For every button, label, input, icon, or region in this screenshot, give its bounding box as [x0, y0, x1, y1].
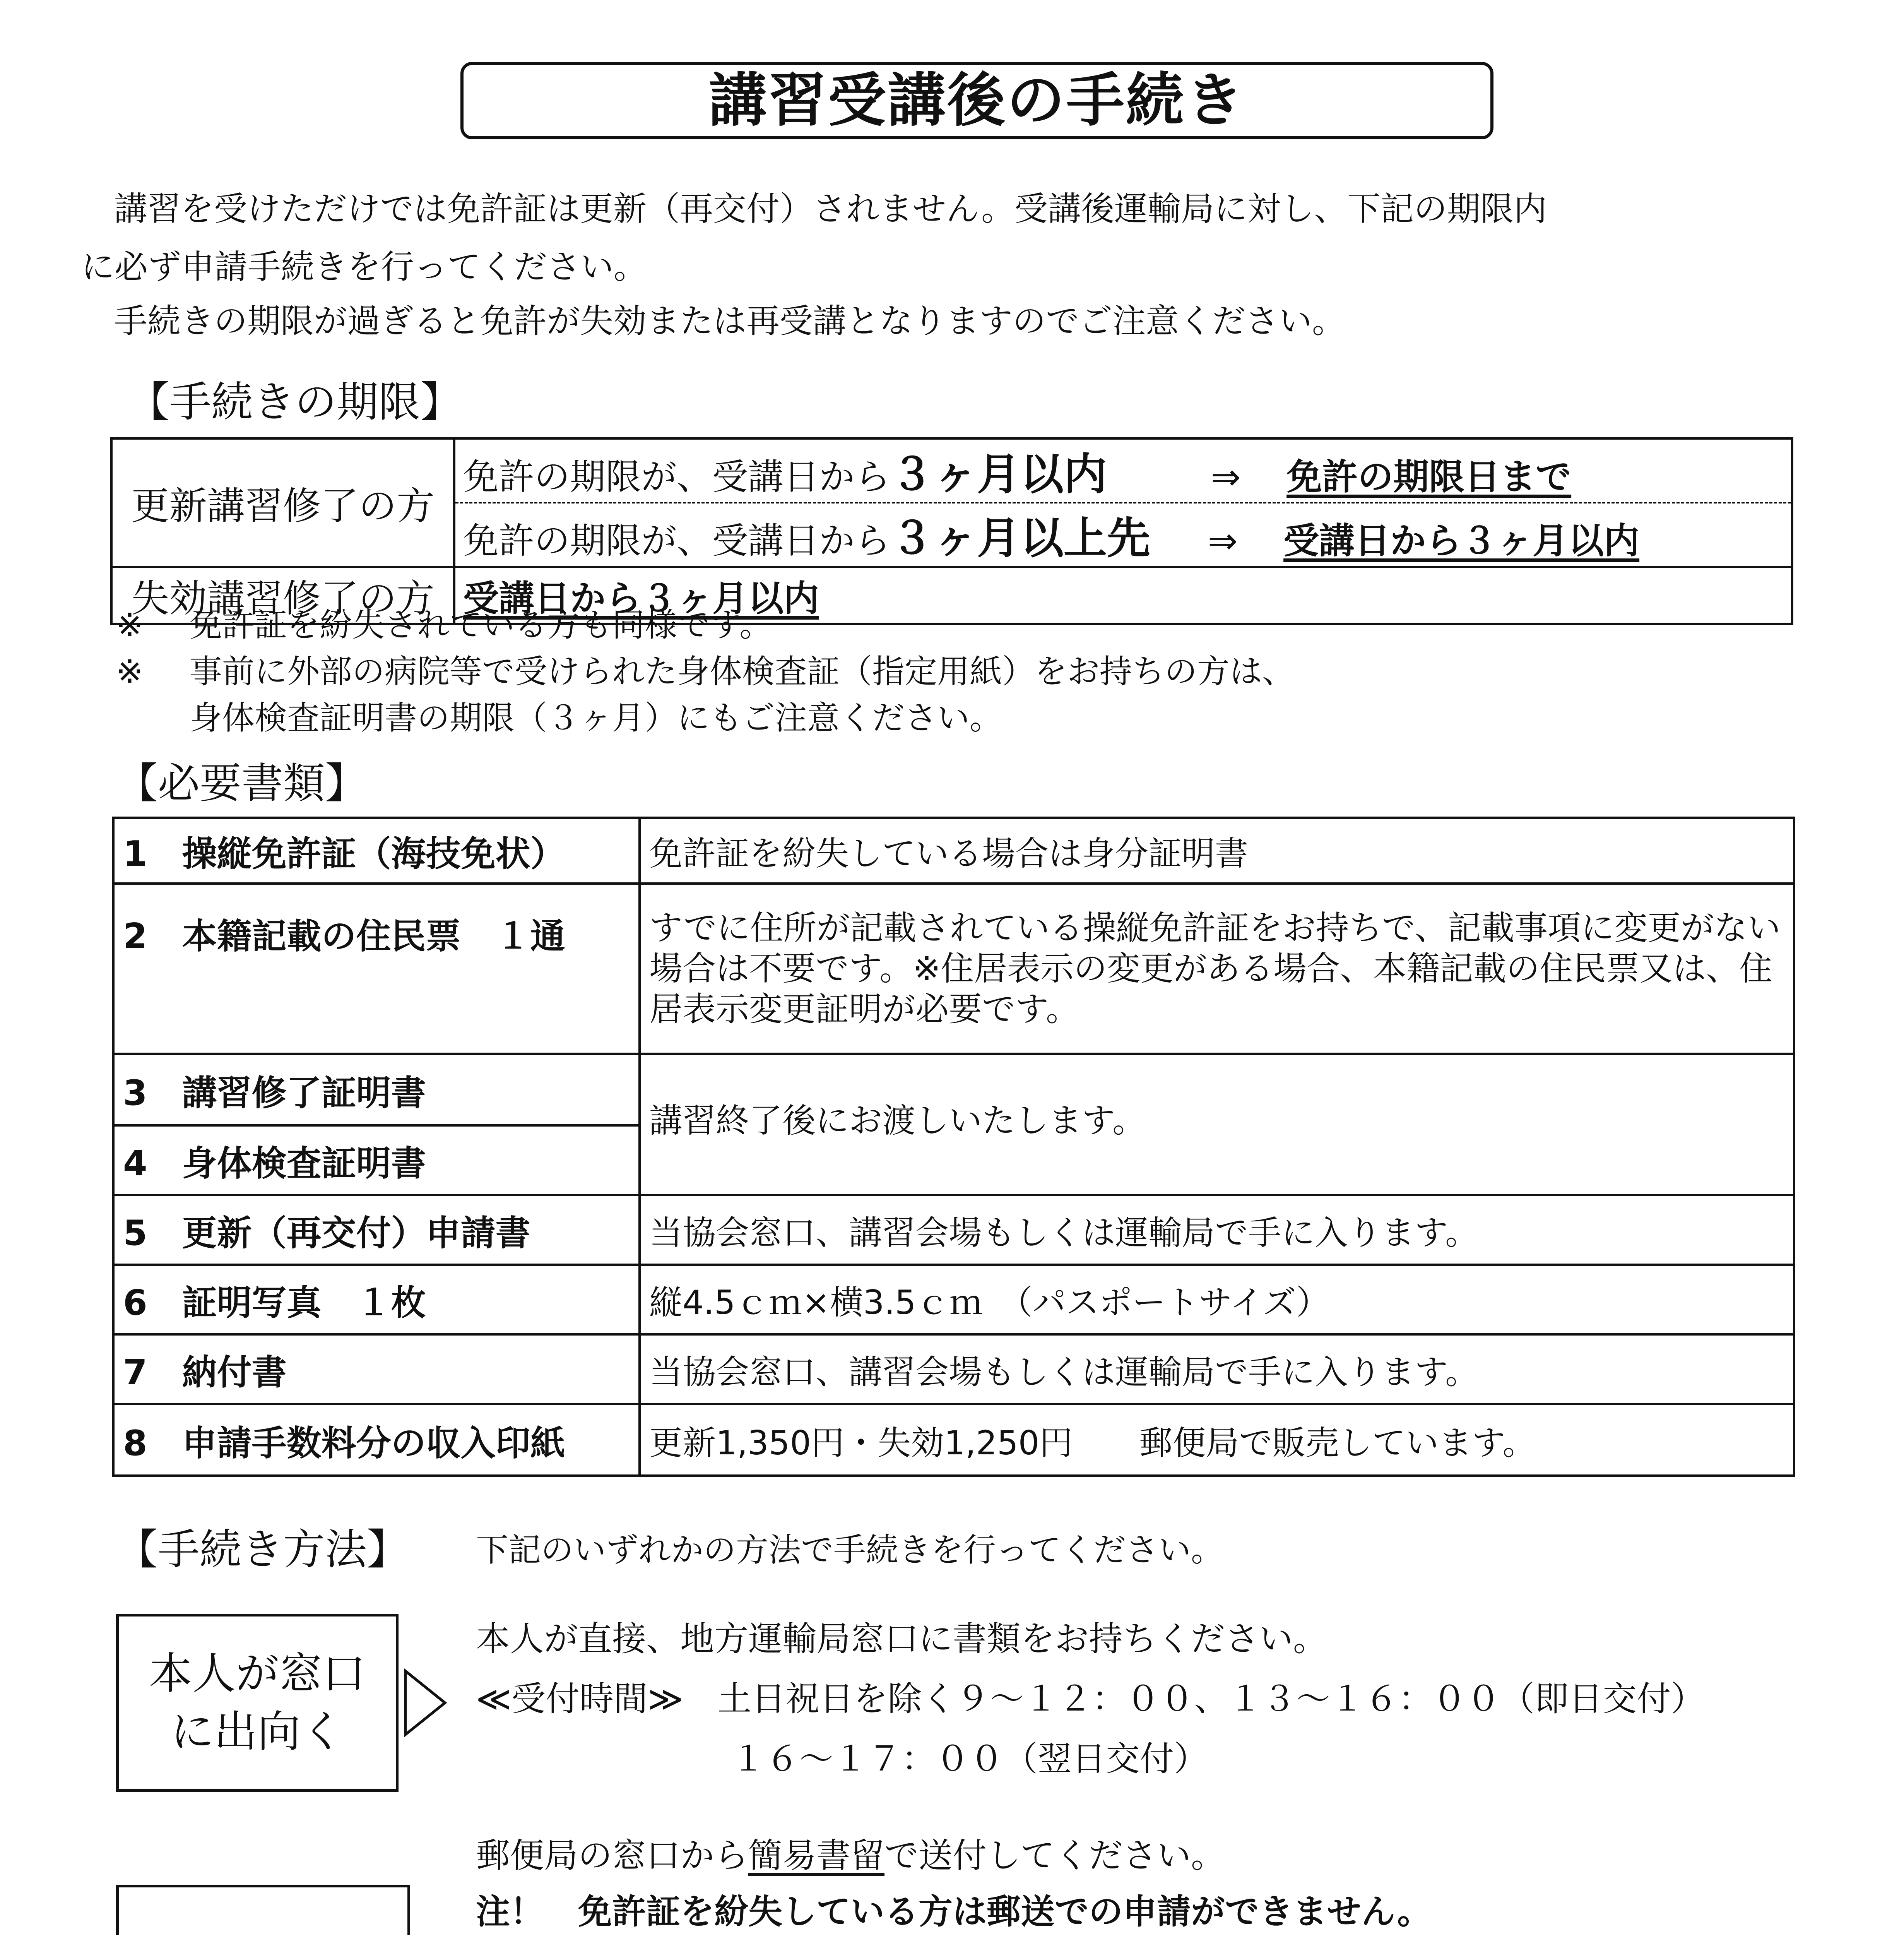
note-2: 事前に外部の病院等で受けられた身体検査証（指定用紙）をお持ちの方は、 — [190, 652, 1295, 690]
window-method-label: 本人が窓口に出向く — [149, 1649, 366, 1757]
doc-item-5: 5 更新（再交付）申請書 — [113, 1195, 640, 1265]
intro-line-3: 手続きの期限が過ぎると免許が失効または再受講となりますのでご注意ください。 — [114, 302, 1345, 341]
documents-table — [112, 817, 1795, 1477]
doc-item-4: 4 身体検査証明書 — [113, 1125, 640, 1195]
doc-item-6: 6 証明写真 １枚 — [113, 1265, 640, 1334]
method-heading-note: 下記のいずれかの方法で手続きを行ってください。 — [476, 1531, 1224, 1569]
mail-line-1 — [476, 1829, 1225, 1883]
deadline-row-2-arrow: ⇒ — [1208, 520, 1238, 562]
window-line-1: 本人が直接、地方運輸局窓口に書類をお持ちください。 — [476, 1619, 1327, 1659]
doc-desc-7: 当協会窓口、講習会場もしくは運輸局で手に入ります。 — [640, 1334, 1794, 1404]
doc-desc-5: 当協会窓口、講習会場もしくは運輸局で手に入ります。 — [640, 1195, 1794, 1265]
window-arrow-icon — [402, 1668, 449, 1738]
note-mark-2: ※ — [116, 652, 144, 690]
method-heading: 【手続き方法】 — [116, 1526, 409, 1574]
intro-line-2: に必ず申請手続きを行ってください。 — [81, 248, 647, 286]
window-method-box — [116, 1614, 399, 1792]
note-3: 身体検査証明書の期限（３ヶ月）にもご注意ください。 — [190, 699, 1002, 737]
window-line-3: １６～１７：００（翌日交付） — [731, 1739, 1208, 1779]
doc-desc-8: 更新1,350円・失効1,250円 郵便局で販売しています。 — [640, 1404, 1794, 1476]
doc-item-7: 7 納付書 — [113, 1334, 640, 1404]
note-1: 免許証を紛失されている方も同様です。 — [190, 606, 772, 644]
mail-line-1-registered: 簡易書留 — [748, 1836, 885, 1875]
page-title-box — [460, 62, 1493, 139]
deadline-heading: 【手続きの期限】 — [128, 378, 462, 426]
doc-desc-2: すでに住所が記載されている操縦免許証をお持ちで、記載事項に変更がない場合は不要です。※住居表示の変更がある場合、本籍記載の住民票又は、住居表示変更証明が必要です。 — [640, 884, 1794, 1054]
intro-line-1: 講習を受けただけでは免許証は更新（再交付）されません。受講後運輸局に対し、下記の期限内 — [114, 190, 1547, 228]
doc-item-8: 8 申請手数料分の収入印紙 — [113, 1404, 640, 1476]
renewal-label: 更新講習修了の方 — [111, 438, 454, 567]
deadline-row-1-period: ３ヶ月以内 — [890, 449, 1107, 500]
deadline-row-2-result: 受講日から３ヶ月以内 — [1283, 520, 1640, 562]
speech-bubble — [751, 1931, 1370, 1935]
mail-warning: 注！ 免許証を紛失している方は郵送での申請ができません。 — [476, 1892, 1432, 1932]
doc-desc-3: 講習終了後にお渡しいたします。 — [640, 1054, 1794, 1195]
doc-desc-1: 免許証を紛失している場合は身分証明書 — [640, 818, 1794, 884]
mail-method-box — [116, 1885, 410, 1935]
mail-line-1-a: 郵便局の窓口から — [476, 1836, 749, 1875]
note-mark-1: ※ — [116, 606, 144, 644]
mail-line-1-c: で送付してください。 — [884, 1836, 1225, 1875]
deadline-row-1 — [454, 438, 1792, 503]
doc-desc-6: 縦4.5ｃｍ×横3.5ｃｍ （パスポートサイズ） — [640, 1265, 1794, 1334]
expired-label: 失効講習修了の方 — [111, 567, 454, 624]
documents-heading: 【必要書類】 — [116, 759, 367, 808]
expired-result: 受講日から３ヶ月以内 — [463, 577, 819, 619]
doc-item-3: 3 講習修了証明書 — [113, 1054, 640, 1125]
deadline-table — [110, 437, 1793, 625]
deadline-row-1-arrow: ⇒ — [1211, 456, 1241, 498]
deadline-row-2-prefix: 免許の期限が、受講日から — [463, 520, 891, 562]
page-title: 講習受講後の手続き — [708, 67, 1245, 134]
deadline-row-2 — [454, 503, 1792, 567]
window-line-2: ≪受付時間≫ 土日祝日を除く９～１２：００、１３～１６：００（即日交付） — [476, 1679, 1705, 1719]
deadline-row-1-prefix: 免許の期限が、受講日から — [463, 456, 891, 498]
doc-item-2: 2 本籍記載の住民票 １通 — [113, 884, 640, 1054]
doc-item-1: 1 操縦免許証（海技免状） — [113, 818, 640, 884]
deadline-row-2-period: ３ヶ月以上先 — [890, 513, 1151, 563]
deadline-row-1-result: 免許の期限日まで — [1286, 456, 1572, 498]
